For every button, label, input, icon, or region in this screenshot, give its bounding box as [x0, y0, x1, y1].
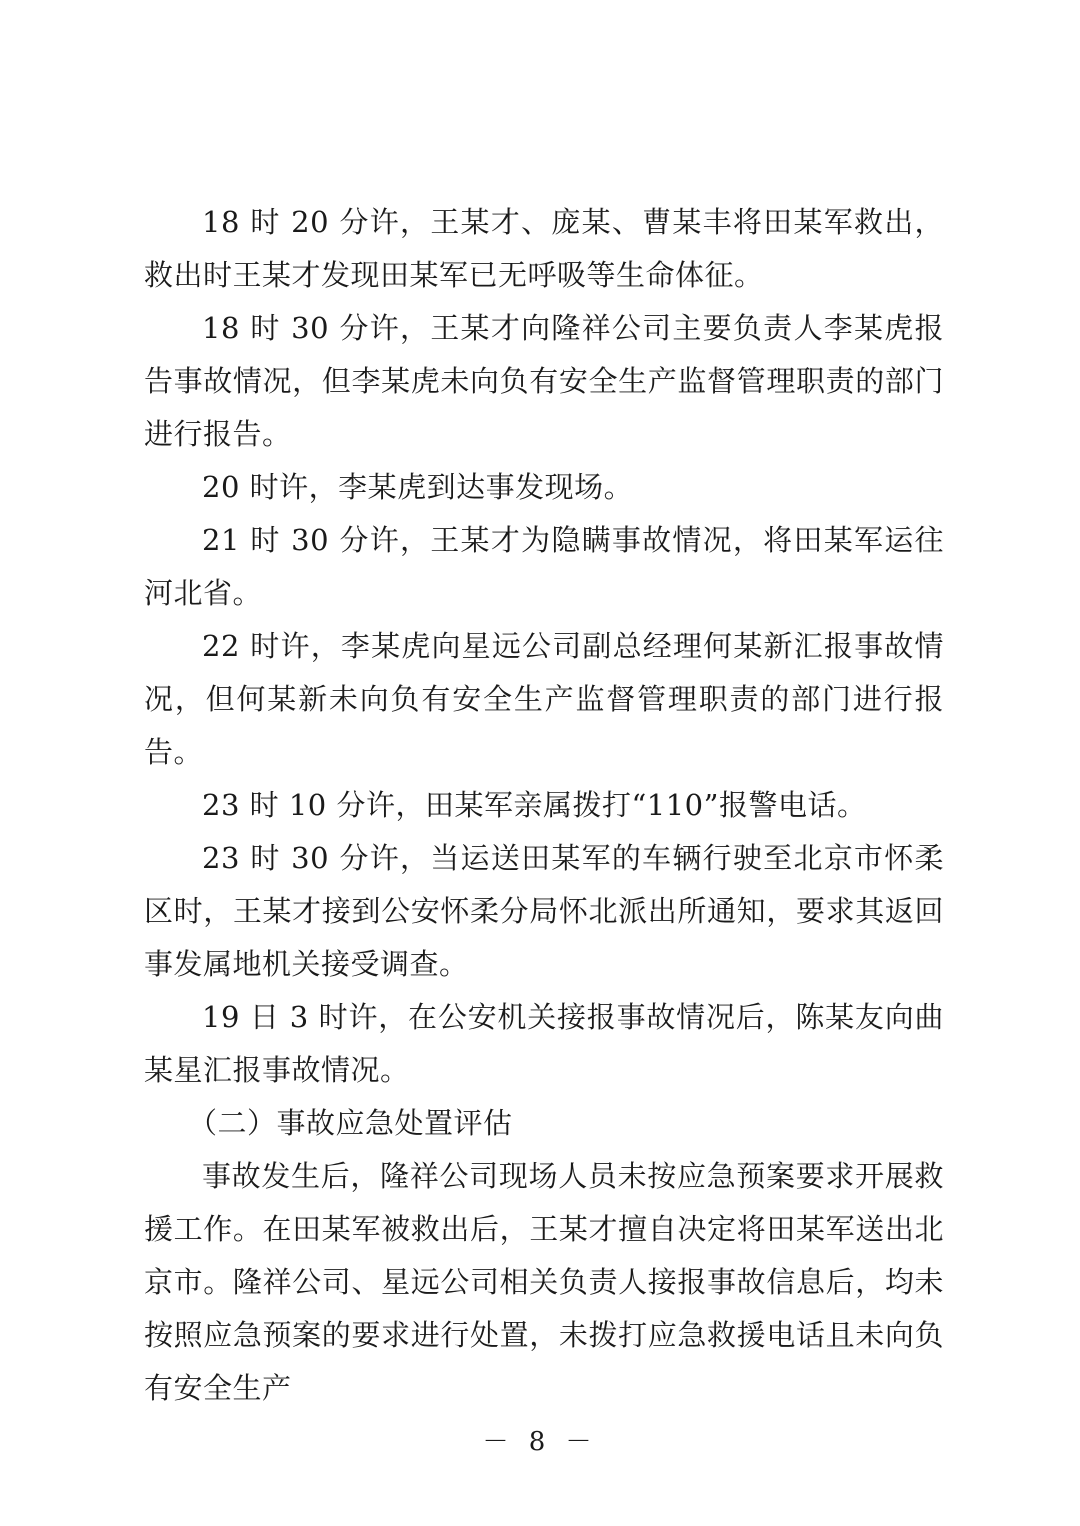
paragraph-emergency-evaluation: 事故发生后，隆祥公司现场人员未按应急预案要求开展救援工作。在田某军被救出后，王某才擅自决定将田某军送出北京市。隆祥公司、星远公司相关负责人接报事故信息后，均未按照应急预案的要求进行处置，未拨打应急救援电话且未向负有安全生产 [144, 1159, 944, 1405]
paragraph-transport-hebei: 21 时 30 分许，王某才为隐瞒事故情况，将田某军运往河北省。 [144, 523, 944, 610]
paragraph-report-to-li: 18 时 30 分许，王某才向隆祥公司主要负责人李某虎报告事故情况，但李某虎未向负有安全生产监督管理职责的部门进行报告。 [144, 311, 944, 451]
section-heading: （二）事故应急处置评估 [188, 1106, 513, 1140]
paragraph-police-call: 23 时 10 分许，田某军亲属拨打“110”报警电话。 [202, 788, 867, 822]
page-number: － 8 － [482, 1427, 598, 1457]
paragraph-report-to-he: 22 时许，李某虎向星远公司副总经理何某新汇报事故情况，但何某新未向负有安全生产监督管理职责的部门进行报告。 [144, 629, 944, 769]
paragraph-li-arrives: 20 时许，李某虎到达事发现场。 [202, 470, 634, 504]
paragraph-huairou: 23 时 30 分许，当运送田某军的车辆行驶至北京市怀柔区时，王某才接到公安怀柔分局怀北派出所通知，要求其返回事发属地机关接受调查。 [144, 841, 944, 981]
paragraph-report-to-qu: 19 日 3 时许，在公安机关接报事故情况后，陈某友向曲某星汇报事故情况。 [144, 1000, 944, 1087]
paragraph-rescue: 18 时 20 分许，王某才、庞某、曹某丰将田某军救出，救出时王某才发现田某军已无呼吸等生命体征。 [144, 205, 944, 292]
document-body [144, 196, 944, 1415]
